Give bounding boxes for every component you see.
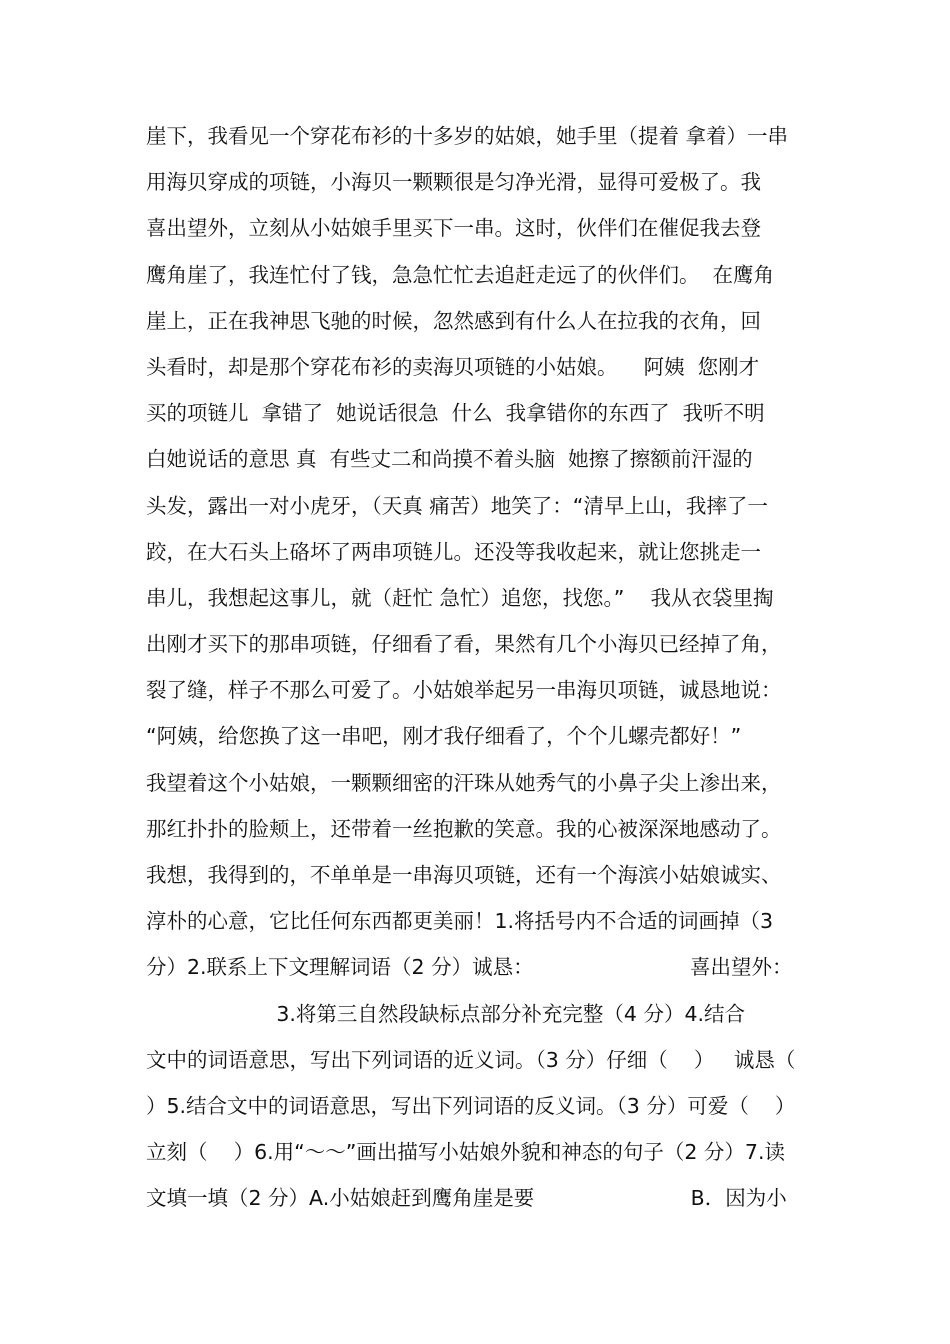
text-line: 立刻（ ）6.用“～～”画出描写小姑娘外貌和神态的句子（2 分）7.读 <box>146 1140 785 1165</box>
text-line: ）5.结合文中的词语意思，写出下列词语的反义词。（3 分）可爱（ ） <box>146 1093 796 1118</box>
text-line: 文填一填（2 分）A.小姑娘赶到鹰角崖是要 B．因为小 <box>146 1186 787 1211</box>
text-line: 买的项链儿 拿错了 她说话很急 什么 我拿错你的东西了 我听不明 <box>146 401 765 426</box>
text-line: 鹰角崖了，我连忙付了钱，急急忙忙去追赶走远了的伙伴们。 在鹰角 <box>146 262 775 287</box>
text-line: 分）2.联系上下文理解词语（2 分）诚恳： 喜出望外： <box>146 955 793 980</box>
text-line: 跤，在大石头上硌坏了两串项链儿。还没等我收起来，就让您挑走一 <box>146 539 761 564</box>
text-line: 裂了缝，样子不那么可爱了。小姑娘举起另一串海贝项链，诚恳地说： <box>146 678 782 703</box>
text-line: 我望着这个小姑娘，一颗颗细密的汗珠从她秀气的小鼻子尖上渗出来， <box>146 770 782 795</box>
text-line: 文中的词语意思，写出下列词语的近义词。（3 分）仔细（ ） 诚恳（ <box>146 1047 796 1072</box>
text-line: 3.将第三自然段缺标点部分补充完整（4 分）4.结合 <box>146 1001 746 1026</box>
text-line: 崖下，我看见一个穿花布衫的十多岁的姑娘，她手里（提着 拿着）一串 <box>146 124 789 148</box>
text-line: 用海贝穿成的项链，小海贝一颗颗很是匀净光滑，显得可爱极了。我 <box>146 170 761 195</box>
text-line: 淳朴的心意，它比任何东西都更美丽！1.将括号内不合适的词画掉（3 <box>146 909 774 934</box>
text-line: 那红扑扑的脸颊上，还带着一丝抱歉的笑意。我的心被深深地感动了。 <box>146 816 782 841</box>
text-line: 出刚才买下的那串项链，仔细看了看，果然有几个小海贝已经掉了角， <box>146 632 782 657</box>
text-line: 崖上，正在我神思飞驰的时候，忽然感到有什么人在拉我的衣角，回 <box>146 308 761 333</box>
passage-text <box>146 113 826 1222</box>
text-line: 喜出望外，立刻从小姑娘手里买下一串。这时，伙伴们在催促我去登 <box>146 216 761 241</box>
text-line: “阿姨，给您换了这一串吧，刚才我仔细看了，个个儿螺壳都好！” <box>146 724 742 749</box>
text-line: 白她说话的意思 真 有些丈二和尚摸不着头脑 她擦了擦额前汗湿的 <box>146 447 753 472</box>
text-line: 我想，我得到的，不单单是一串海贝项链，还有一个海滨小姑娘诚实、 <box>146 863 782 887</box>
text-line: 头看时，却是那个穿花布衫的卖海贝项链的小姑娘。 阿姨 您刚才 <box>146 354 760 379</box>
text-line: 头发，露出一对小虎牙，（天真 痛苦）地笑了：“清早上山，我摔了一 <box>146 493 768 518</box>
text-line: 串儿，我想起这事儿，就（赶忙 急忙）追您，找您。” 我从衣袋里掏 <box>146 585 774 610</box>
